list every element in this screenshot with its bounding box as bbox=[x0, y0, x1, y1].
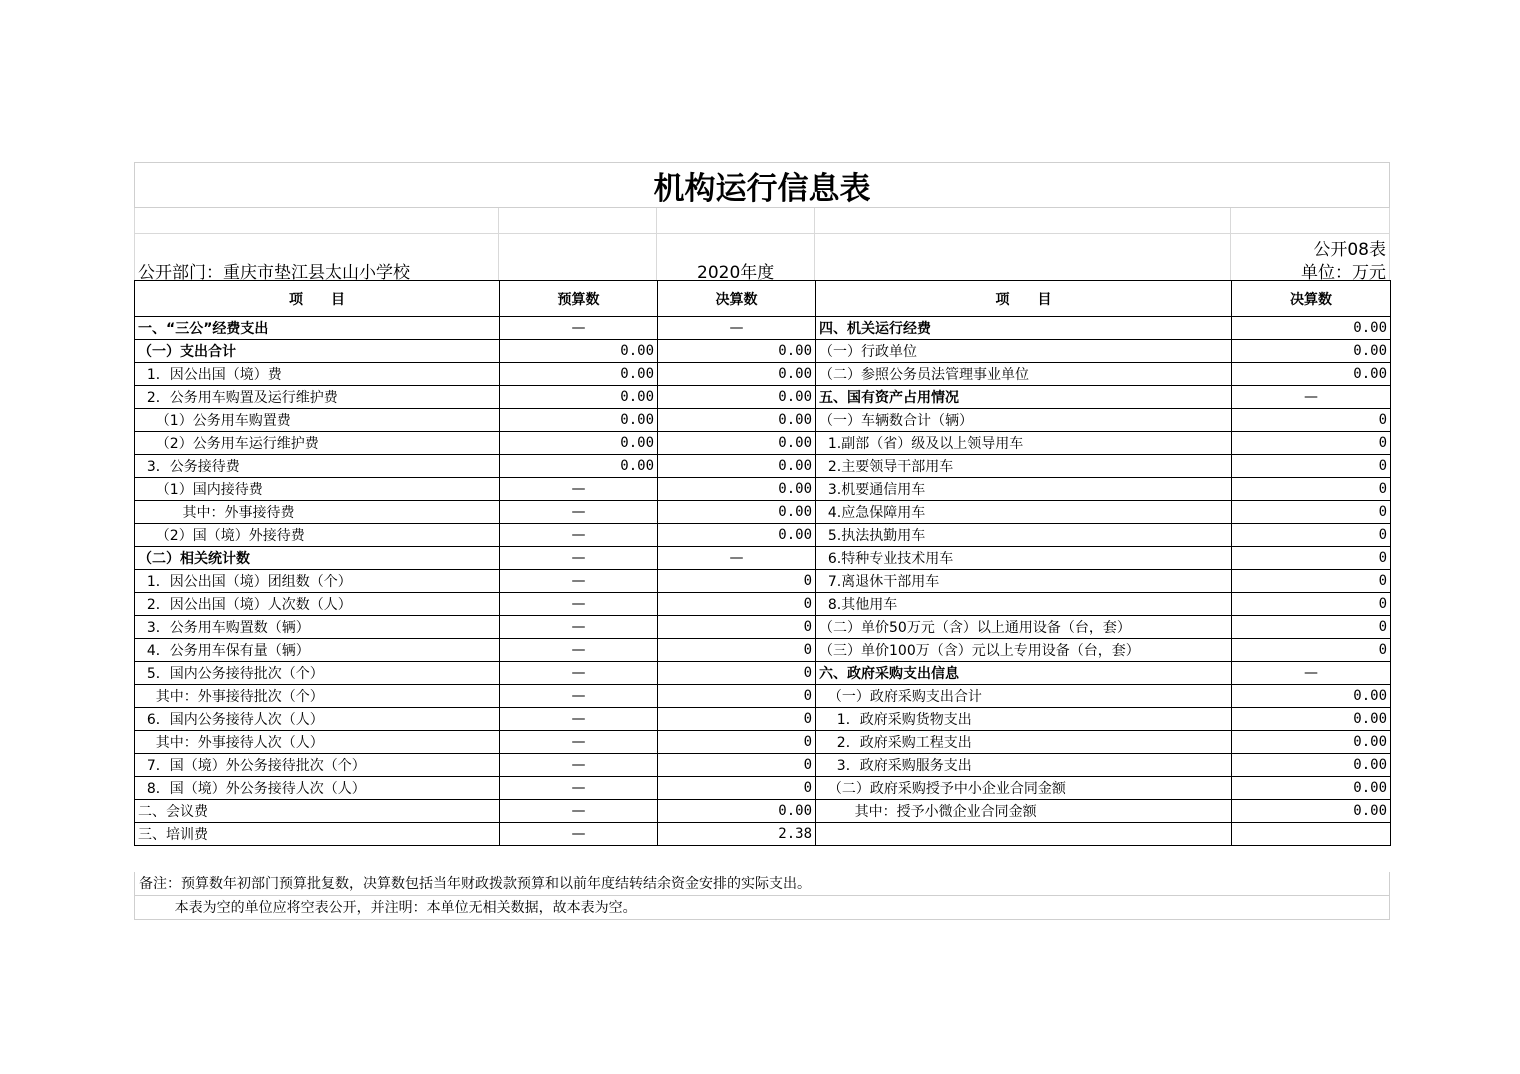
row-item-left: 6．国内公务接待人次（人） bbox=[135, 708, 500, 731]
row-budget: — bbox=[500, 800, 658, 823]
row-item-right: 四、机关运行经费 bbox=[816, 317, 1232, 340]
header-item-right: 项 目 bbox=[816, 281, 1232, 317]
row-budget: — bbox=[500, 616, 658, 639]
table-row bbox=[135, 432, 1391, 455]
row-item-left: 3．公务用车购置数（辆） bbox=[135, 616, 500, 639]
row-final-left: 0 bbox=[658, 616, 816, 639]
row-item-right: （二）参照公务员法管理事业单位 bbox=[816, 363, 1232, 386]
form-number: 公开08表 bbox=[1313, 240, 1386, 260]
row-budget: — bbox=[500, 501, 658, 524]
row-item-left: （2）公务用车运行维护费 bbox=[135, 432, 500, 455]
row-budget: — bbox=[500, 685, 658, 708]
row-budget: — bbox=[500, 547, 658, 570]
row-item-right: 3.机要通信用车 bbox=[816, 478, 1232, 501]
table-row bbox=[135, 662, 1391, 685]
row-item-right: （一）政府采购支出合计 bbox=[816, 685, 1232, 708]
row-budget: — bbox=[500, 662, 658, 685]
table-row bbox=[135, 386, 1391, 409]
row-final-right: 0 bbox=[1232, 501, 1391, 524]
header-budget: 预算数 bbox=[500, 281, 658, 317]
row-item-right: 5.执法执勤用车 bbox=[816, 524, 1232, 547]
header-final-right: 决算数 bbox=[1232, 281, 1391, 317]
row-final-left: — bbox=[658, 547, 816, 570]
row-item-left: 3．公务接待费 bbox=[135, 455, 500, 478]
row-final-right bbox=[1232, 823, 1391, 846]
row-final-right: 0.00 bbox=[1232, 708, 1391, 731]
row-item-right bbox=[816, 823, 1232, 846]
table-row bbox=[135, 501, 1391, 524]
row-budget: — bbox=[500, 478, 658, 501]
row-budget: 0.00 bbox=[500, 432, 658, 455]
row-final-left: 0 bbox=[658, 685, 816, 708]
row-item-right: （二）政府采购授予中小企业合同金额 bbox=[816, 777, 1232, 800]
table-row bbox=[135, 800, 1391, 823]
row-final-right: 0 bbox=[1232, 524, 1391, 547]
row-final-left: 0.00 bbox=[658, 478, 816, 501]
row-final-right: 0.00 bbox=[1232, 340, 1391, 363]
row-budget: — bbox=[500, 524, 658, 547]
row-item-left: 5．国内公务接待批次（个） bbox=[135, 662, 500, 685]
department-label: 公开部门：重庆市垫江县太山小学校 bbox=[138, 263, 410, 283]
row-item-left: （1）国内接待费 bbox=[135, 478, 500, 501]
grid-cell bbox=[134, 208, 499, 234]
row-budget: — bbox=[500, 777, 658, 800]
row-final-left: 0 bbox=[658, 593, 816, 616]
grid-cell bbox=[499, 234, 657, 280]
row-final-right: 0.00 bbox=[1232, 800, 1391, 823]
row-item-right: 3．政府采购服务支出 bbox=[816, 754, 1232, 777]
row-final-right: 0 bbox=[1232, 478, 1391, 501]
row-final-right: — bbox=[1232, 662, 1391, 685]
row-final-left: 0.00 bbox=[658, 340, 816, 363]
row-final-right: 0 bbox=[1232, 547, 1391, 570]
row-item-left: 二、会议费 bbox=[135, 800, 500, 823]
row-item-left: 一、“三公”经费支出 bbox=[135, 317, 500, 340]
row-budget: — bbox=[500, 317, 658, 340]
table-row bbox=[135, 593, 1391, 616]
row-final-left: 0.00 bbox=[658, 524, 816, 547]
table-row bbox=[135, 708, 1391, 731]
table-row bbox=[135, 524, 1391, 547]
grid-cell bbox=[815, 234, 1231, 280]
row-final-left: 0.00 bbox=[658, 455, 816, 478]
row-budget: 0.00 bbox=[500, 409, 658, 432]
row-final-right: 0.00 bbox=[1232, 317, 1391, 340]
table-row bbox=[135, 547, 1391, 570]
row-final-left: 0 bbox=[658, 708, 816, 731]
row-item-left: 1．因公出国（境）团组数（个） bbox=[135, 570, 500, 593]
row-item-right: 五、国有资产占用情况 bbox=[816, 386, 1232, 409]
row-item-left: 7．国（境）外公务接待批次（个） bbox=[135, 754, 500, 777]
row-item-right: 4.应急保障用车 bbox=[816, 501, 1232, 524]
row-item-left: 三、培训费 bbox=[135, 823, 500, 846]
table-body bbox=[135, 317, 1391, 846]
meta-row bbox=[134, 234, 1390, 283]
row-final-right: — bbox=[1232, 386, 1391, 409]
row-item-left: 4．公务用车保有量（辆） bbox=[135, 639, 500, 662]
row-item-right: 六、政府采购支出信息 bbox=[816, 662, 1232, 685]
note-line-2: 本表为空的单位应将空表公开，并注明：本单位无相关数据，故本表为空。 bbox=[134, 896, 1390, 920]
info-table bbox=[134, 280, 1391, 846]
row-final-left: 0.00 bbox=[658, 363, 816, 386]
row-item-left: 1．因公出国（境）费 bbox=[135, 363, 500, 386]
row-item-left: 2．公务用车购置及运行维护费 bbox=[135, 386, 500, 409]
table-row bbox=[135, 685, 1391, 708]
grid-cell bbox=[499, 208, 657, 234]
row-item-right: 8.其他用车 bbox=[816, 593, 1232, 616]
row-final-left: 0 bbox=[658, 570, 816, 593]
row-final-right: 0 bbox=[1232, 409, 1391, 432]
table-row bbox=[135, 478, 1391, 501]
row-final-left: 0 bbox=[658, 662, 816, 685]
row-budget: — bbox=[500, 570, 658, 593]
row-final-right: 0.00 bbox=[1232, 731, 1391, 754]
row-item-left: 其中：外事接待人次（人） bbox=[135, 731, 500, 754]
row-budget: — bbox=[500, 708, 658, 731]
row-budget: — bbox=[500, 823, 658, 846]
row-budget: 0.00 bbox=[500, 340, 658, 363]
grid-cell bbox=[1231, 208, 1390, 234]
row-budget: — bbox=[500, 731, 658, 754]
row-budget: 0.00 bbox=[500, 363, 658, 386]
table-row bbox=[135, 731, 1391, 754]
row-item-right: 1．政府采购货物支出 bbox=[816, 708, 1232, 731]
table-row bbox=[135, 409, 1391, 432]
table-row bbox=[135, 616, 1391, 639]
row-final-right: 0 bbox=[1232, 570, 1391, 593]
table-row bbox=[135, 340, 1391, 363]
row-final-right: 0 bbox=[1232, 432, 1391, 455]
table-header-row bbox=[135, 281, 1391, 317]
row-budget: — bbox=[500, 593, 658, 616]
row-item-right: 2.主要领导干部用车 bbox=[816, 455, 1232, 478]
row-item-left: 8．国（境）外公务接待人次（人） bbox=[135, 777, 500, 800]
row-final-left: 0 bbox=[658, 777, 816, 800]
row-item-left: 其中：外事接待费 bbox=[135, 501, 500, 524]
row-final-left: 0 bbox=[658, 731, 816, 754]
row-final-left: 0 bbox=[658, 639, 816, 662]
row-final-left: 0.00 bbox=[658, 386, 816, 409]
note-line-1: 备注：预算数年初部门预算批复数，决算数包括当年财政拨款预算和以前年度结转结余资金安排的实际支出。 bbox=[134, 872, 1390, 896]
row-final-right: 0.00 bbox=[1232, 754, 1391, 777]
row-item-right: （一）车辆数合计（辆） bbox=[816, 409, 1232, 432]
row-final-right: 0 bbox=[1232, 616, 1391, 639]
row-final-left: 0 bbox=[658, 754, 816, 777]
row-item-right: （一）行政单位 bbox=[816, 340, 1232, 363]
row-final-left: 0.00 bbox=[658, 432, 816, 455]
unit-label: 单位：万元 bbox=[1301, 263, 1386, 283]
row-final-left: 0.00 bbox=[658, 501, 816, 524]
table-row bbox=[135, 570, 1391, 593]
row-final-right: 0 bbox=[1232, 593, 1391, 616]
row-final-right: 0 bbox=[1232, 639, 1391, 662]
grid-cell bbox=[657, 208, 815, 234]
table-row bbox=[135, 777, 1391, 800]
row-budget: — bbox=[500, 639, 658, 662]
spacer-row bbox=[134, 208, 1390, 234]
row-item-right: 6.特种专业技术用车 bbox=[816, 547, 1232, 570]
row-final-right: 0.00 bbox=[1232, 363, 1391, 386]
row-item-right: （二）单价50万元（含）以上通用设备（台，套） bbox=[816, 616, 1232, 639]
table-row bbox=[135, 823, 1391, 846]
row-item-left: （二）相关统计数 bbox=[135, 547, 500, 570]
row-final-left: 0.00 bbox=[658, 800, 816, 823]
row-item-left: （一）支出合计 bbox=[135, 340, 500, 363]
row-item-right: 7.离退休干部用车 bbox=[816, 570, 1232, 593]
fiscal-year: 2020年度 bbox=[697, 263, 775, 283]
row-final-left: — bbox=[658, 317, 816, 340]
row-final-left: 0.00 bbox=[658, 409, 816, 432]
grid-cell bbox=[815, 208, 1231, 234]
row-item-left: 其中：外事接待批次（个） bbox=[135, 685, 500, 708]
table-row bbox=[135, 455, 1391, 478]
table-row bbox=[135, 639, 1391, 662]
row-budget: — bbox=[500, 754, 658, 777]
table-row bbox=[135, 317, 1391, 340]
row-budget: 0.00 bbox=[500, 455, 658, 478]
row-budget: 0.00 bbox=[500, 386, 658, 409]
row-final-right: 0.00 bbox=[1232, 685, 1391, 708]
table-row bbox=[135, 363, 1391, 386]
report-title: 机构运行信息表 bbox=[134, 162, 1390, 208]
row-item-left: 2．因公出国（境）人次数（人） bbox=[135, 593, 500, 616]
row-item-right: 2．政府采购工程支出 bbox=[816, 731, 1232, 754]
row-item-left: （2）国（境）外接待费 bbox=[135, 524, 500, 547]
row-item-right: （三）单价100万（含）元以上专用设备（台，套） bbox=[816, 639, 1232, 662]
header-final-left: 决算数 bbox=[658, 281, 816, 317]
row-final-left: 2.38 bbox=[658, 823, 816, 846]
row-item-right: 其中：授予小微企业合同金额 bbox=[816, 800, 1232, 823]
header-item-left: 项 目 bbox=[135, 281, 500, 317]
row-final-right: 0.00 bbox=[1232, 777, 1391, 800]
row-item-left: （1）公务用车购置费 bbox=[135, 409, 500, 432]
table-row bbox=[135, 754, 1391, 777]
row-final-right: 0 bbox=[1232, 455, 1391, 478]
row-item-right: 1.副部（省）级及以上领导用车 bbox=[816, 432, 1232, 455]
